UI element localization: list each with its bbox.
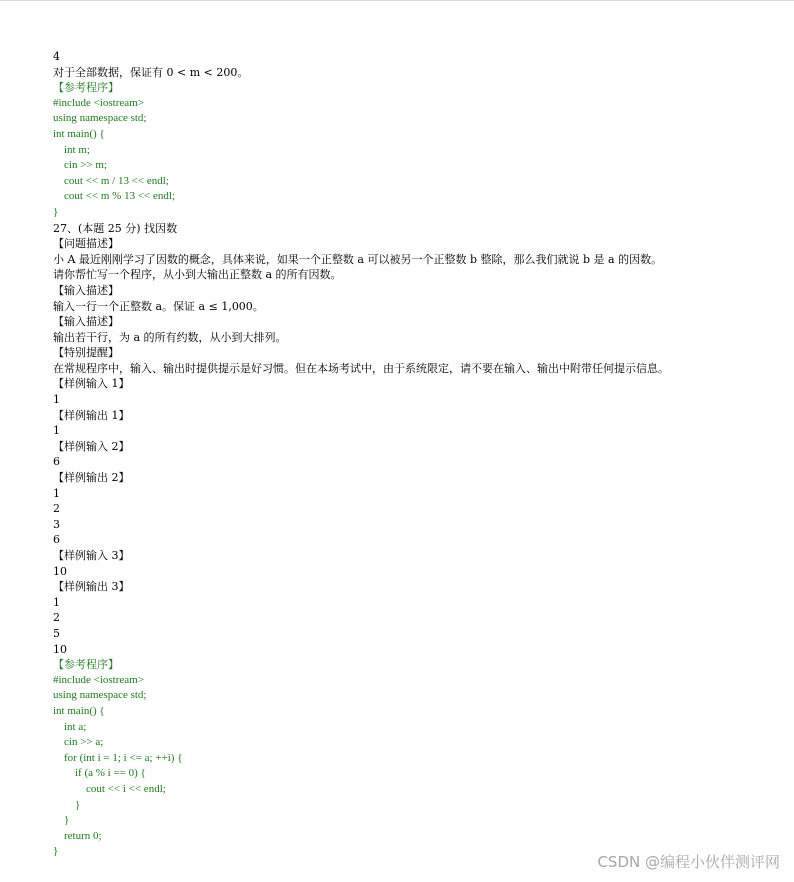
code-line: using namespace std; <box>53 112 147 125</box>
text-line: 6 <box>53 455 60 469</box>
code-line: } <box>53 814 70 827</box>
code-line: cin >> m; <box>53 159 107 172</box>
text-line: 4 <box>53 50 60 63</box>
text-line: 对于全部数据，保证有 0 < m < 200。 <box>53 65 249 79</box>
text-line: 6 <box>53 533 60 547</box>
code-line: #include <iostream> <box>53 673 144 686</box>
document-body <box>53 49 783 860</box>
code-line: #include <iostream> <box>53 96 144 109</box>
text-line: 【样例输出 2】 <box>53 471 130 485</box>
text-line: 【样例输入 1】 <box>53 377 130 391</box>
code-line: } <box>53 205 59 218</box>
text-line: 27、(本题 25 分) 找因数 <box>53 221 178 235</box>
csdn-watermark: CSDN @编程小伙伴测评网 <box>597 853 780 871</box>
section-heading: 【参考程序】 <box>53 658 119 672</box>
text-line: 1 <box>53 393 60 407</box>
text-line: 2 <box>53 502 60 516</box>
text-line: 输出若干行，为 a 的所有约数，从小到大排列。 <box>53 330 287 344</box>
code-line: } <box>53 845 59 858</box>
text-line: 【样例输出 3】 <box>53 580 130 594</box>
text-line: 【特别提醒】 <box>53 346 119 360</box>
page-top-border <box>0 0 794 1</box>
text-line: 2 <box>53 611 60 625</box>
text-line: 在常规程序中，输入、输出时提供提示是好习惯。但在本场考试中，由于系统限定，请不要在输入、输出中附带任何提示信息。 <box>53 361 669 375</box>
text-line: 【样例输入 3】 <box>53 549 130 562</box>
text-line: 1 <box>53 595 60 609</box>
text-line: 【样例输出 1】 <box>53 408 130 422</box>
text-line: 10 <box>53 564 67 578</box>
text-line: 【问题描述】 <box>53 237 119 251</box>
text-line: 小 A 最近刚刚学习了因数的概念，具体来说，如果一个正整数 a 可以被另一个正整数 b 整除，那么我们就说 b 是 a 的因数。 <box>53 252 663 266</box>
text-line: 10 <box>53 642 67 656</box>
code-line: int main() { <box>53 127 105 140</box>
code-line: cout << m / 13 << endl; <box>53 174 169 187</box>
text-line: 5 <box>53 626 60 640</box>
code-line: for (int i = 1; i <= a; ++i) { <box>53 751 183 764</box>
text-line: 1 <box>53 486 60 500</box>
code-line: int main() { <box>53 704 105 717</box>
code-line: cin >> a; <box>53 736 104 749</box>
text-line: 【样例输入 2】 <box>53 439 130 453</box>
text-line: 【输入描述】 <box>53 283 119 297</box>
code-line: cout << i << endl; <box>53 782 166 795</box>
code-line: return 0; <box>53 829 102 842</box>
text-line: 【输入描述】 <box>53 315 119 329</box>
code-line: cout << m % 13 << endl; <box>53 190 175 203</box>
code-line: if (a % i == 0) { <box>53 767 146 780</box>
code-line: using namespace std; <box>53 689 147 702</box>
text-line: 输入一行一个正整数 a。保证 a ≤ 1,000。 <box>53 299 264 313</box>
text-line: 1 <box>53 424 60 438</box>
code-line: } <box>53 798 81 811</box>
text-line: 3 <box>53 517 60 531</box>
section-heading: 【参考程序】 <box>53 81 119 95</box>
code-line: int m; <box>53 143 90 156</box>
text-line: 请你帮忙写一个程序，从小到大输出正整数 a 的所有因数。 <box>53 268 342 282</box>
code-line: int a; <box>53 720 87 733</box>
